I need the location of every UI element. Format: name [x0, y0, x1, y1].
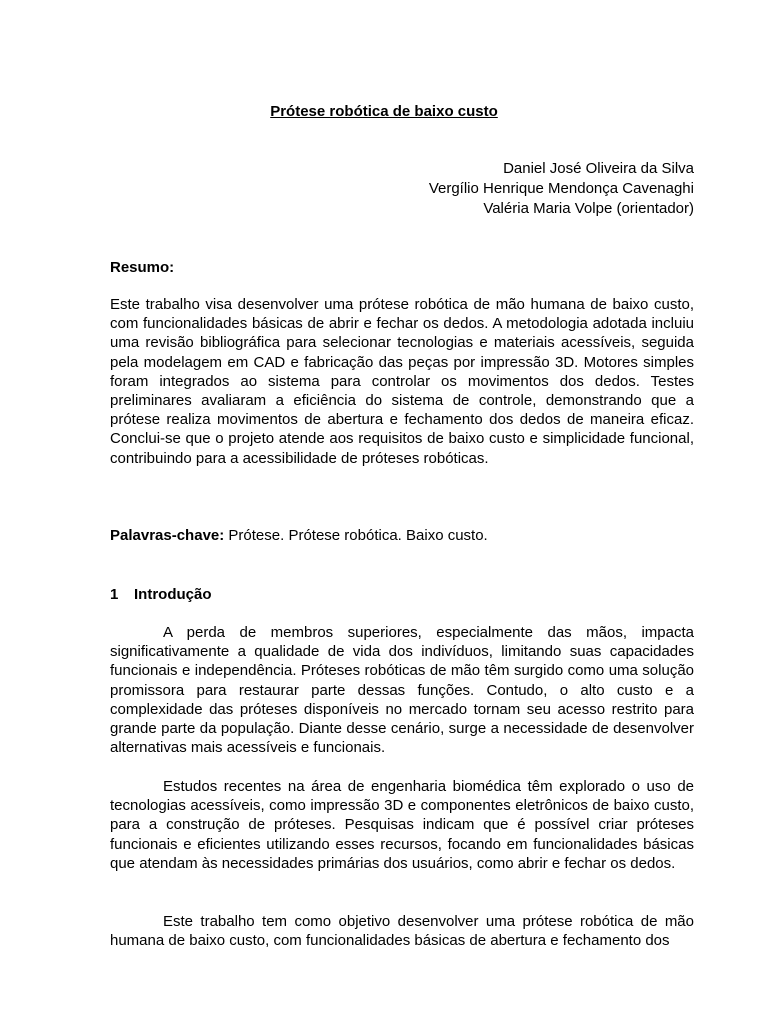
- document-title: Prótese robótica de baixo custo: [270, 103, 498, 120]
- section-heading: [110, 585, 694, 604]
- abstract-heading: Resumo:: [110, 259, 175, 276]
- abstract-text: Este trabalho visa desenvolver uma prótese robótica de mão humana de baixo custo, com funcionalidades básicas de abrir e fechar os dedos. A metodologia adotada incluiu uma revisão bibliográfica para selecionar tecnologias e materiais acessíveis, seguida pela modelagem em CAD e fabricação das peças por impressão 3D. Motores simples foram integrados ao sistema para controlar os movimentos dos dedos. Testes preliminares avaliaram a eficiência do sistema de controle, demonstrando que a prótese realiza movimentos de abertura e fechamento dos dedos de maneira eficaz. Conclui-se que o projeto atende aos requisitos de baixo custo e simplicidade funcional, contribuindo para a acessibilidade de próteses robóticas.: [110, 296, 694, 467]
- section-title: Introdução: [134, 586, 212, 603]
- keywords-text: Prótese. Prótese robótica. Baixo custo.: [224, 527, 488, 544]
- keywords-label: Palavras-chave:: [110, 527, 225, 544]
- author-list: [429, 159, 694, 219]
- author-name: Valéria Maria Volpe (orientador): [483, 200, 694, 217]
- author-name: Vergílio Henrique Mendonça Cavenaghi: [428, 180, 694, 197]
- body-paragraph: A perda de membros superiores, especialmente das mãos, impacta significativamente a qualidade de vida dos indivíduos, limitando suas capacidades funcionais e independência. Próteses robóticas de mão têm surgido como uma solução promissora para restaurar parte dessas funções. Contudo, o alto custo e a complexidade das próteses disponíveis no mercado tornam seu acesso restrito para grande parte da população. Diante desse cenário, surge a necessidade de desenvolver alternativas mais acessíveis e funcionais.: [110, 624, 694, 757]
- keywords-line: [110, 526, 694, 545]
- body-paragraph: Estudos recentes na área de engenharia biomédica têm explorado o uso de tecnologias acessíveis, como impressão 3D e componentes eletrônicos de baixo custo, para a construção de próteses. Pesquisas indicam que é possível criar próteses funcionais e eficientes utilizando esses recursos, focando em funcionalidades básicas que atendam às necessidades primárias dos usuários, como abrir e fechar os dedos.: [110, 778, 694, 872]
- section-number: 1: [110, 586, 119, 603]
- body-paragraph: Este trabalho tem como objetivo desenvolver uma prótese robótica de mão humana de baixo custo, com funcionalidades básicas de abertura e fechamento dos: [110, 913, 694, 950]
- author-name: Daniel José Oliveira da Silva: [503, 160, 694, 177]
